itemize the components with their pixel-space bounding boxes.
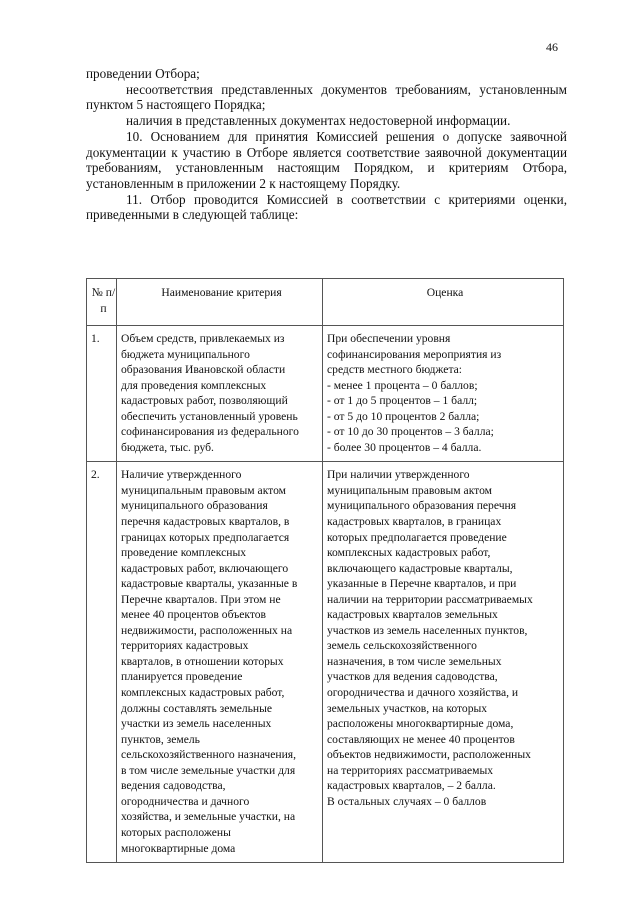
criterion-line: перечня кадастровых кварталов, в <box>121 515 290 529</box>
score-line: - менее 1 процента – 0 баллов; <box>327 378 478 392</box>
score-line: кадастровых кварталов земельных <box>327 608 498 622</box>
criterion-line: для проведения комплексных <box>121 378 267 392</box>
score-line: муниципальным правовым актом <box>327 483 492 497</box>
header-score: Оценка <box>323 279 564 326</box>
score-line: участков из земель населенных пунктов, <box>327 623 528 637</box>
score-cell <box>323 326 564 462</box>
score-line: земельных участков, на которых <box>327 701 488 715</box>
criterion-line: кадастровых работ, включающего <box>121 561 289 575</box>
criterion-line: Объем средств, привлекаемых из <box>121 332 285 345</box>
criterion-line: кадастровые кварталы, указанные в <box>121 577 298 591</box>
criterion-line: образования Ивановской области <box>121 363 286 377</box>
paragraph: 11. Отбор проводится Комиссией в соответствии с критериями оценки, приведенными в следующей таблице: <box>86 191 567 223</box>
page-number: 46 <box>546 40 558 54</box>
score-line: указанные в Перечне кварталов, и при <box>327 577 517 591</box>
score-line: При наличии утвержденного <box>327 468 470 482</box>
criterion-line: ведения садоводства, <box>121 779 226 793</box>
score-line: В остальных случаях – 0 баллов <box>327 794 487 808</box>
criterion-line: бюджета муниципального <box>121 347 250 361</box>
criteria-table <box>86 278 564 863</box>
score-line: софинансирования мероприятия из <box>327 347 502 361</box>
score-line: средств местного бюджета: <box>327 363 463 377</box>
paragraph: наличия в представленных документах недостоверной информации. <box>126 113 511 129</box>
criterion-line: которых расположены <box>121 825 231 839</box>
score-line: огородничества и дачного хозяйства, и <box>327 686 519 700</box>
criterion-line: огородничества и дачного <box>121 794 250 808</box>
criterion-line: кварталов, в отношении которых <box>121 654 284 668</box>
header-num: № п/п <box>87 279 117 326</box>
criterion-line: муниципальным правовым актом <box>121 483 286 497</box>
criterion-line: планируется проведение <box>121 670 243 684</box>
score-line: наличии на территории рассматриваемых <box>327 592 533 606</box>
criterion-line: софинансирования из федерального <box>121 425 299 439</box>
criterion-cell <box>117 326 323 462</box>
criterion-line: кадастровых работ, позволяющий <box>121 394 288 408</box>
criterion-line: сельскохозяйственного назначения, <box>121 748 297 762</box>
table-row <box>87 462 564 863</box>
score-line: - более 30 процентов – 4 балла. <box>327 440 482 454</box>
score-line: которых предполагается проведение <box>327 530 507 544</box>
criterion-line: обеспечить установленный уровень <box>121 409 298 423</box>
criterion-line: должны составлять земельные <box>121 701 273 715</box>
table-header-row <box>87 279 564 326</box>
criterion-line: хозяйства, и земельные участки, на <box>121 810 296 824</box>
criterion-cell <box>117 462 323 863</box>
score-line: участков для ведения садоводства, <box>327 670 498 684</box>
score-line: назначения, в том числе земельных <box>327 654 502 668</box>
criterion-line: менее 40 процентов объектов <box>121 608 267 622</box>
criterion-line: в том числе земельные участки для <box>121 763 296 777</box>
table-row <box>87 326 564 462</box>
score-line: объектов недвижимости, расположенных <box>327 748 531 762</box>
body-text <box>86 66 567 223</box>
score-line: При обеспечении уровня <box>327 332 451 345</box>
row-number: 2. <box>87 462 117 863</box>
score-line: - от 10 до 30 процентов – 3 балла; <box>327 425 494 439</box>
paragraph: несоответствия представленных документов требованиям, установленным пунктом 5 настоящего Порядка; <box>86 81 567 113</box>
score-line: комплексных кадастровых работ, <box>327 546 491 560</box>
score-line: кадастровых кварталов, в границах <box>327 515 502 529</box>
row-number: 1. <box>87 326 117 462</box>
criterion-line: недвижимости, расположенных на <box>121 623 293 637</box>
criterion-line: Наличие утвержденного <box>121 468 242 482</box>
criterion-line: территориях кадастровых <box>121 639 249 653</box>
criterion-line: комплексных кадастровых работ, <box>121 686 285 700</box>
score-line: - от 1 до 5 процентов – 1 балл; <box>327 394 478 408</box>
criterion-line: проведение комплексных <box>121 546 247 560</box>
score-line: - от 5 до 10 процентов 2 балла; <box>327 409 480 423</box>
criterion-line: участки из земель населенных <box>121 717 272 731</box>
criterion-line: Перечне кварталов. При этом не <box>121 592 281 606</box>
score-line: на территориях рассматриваемых <box>327 763 494 777</box>
criterion-line: многоквартирные дома <box>121 841 236 855</box>
score-line: муниципального образования перечня <box>327 499 517 513</box>
paragraph: проведении Отбора; <box>86 66 200 81</box>
score-cell <box>323 462 564 863</box>
score-line: составляющих не менее 40 процентов <box>327 732 515 746</box>
score-line: включающего кадастровые кварталы, <box>327 561 513 575</box>
criterion-line: границах которых предполагается <box>121 530 290 544</box>
criterion-line: пунктов, земель <box>121 732 200 746</box>
score-line: кадастровых кварталов, – 2 балла. <box>327 779 496 793</box>
header-criterion: Наименование критерия <box>117 279 323 326</box>
criterion-line: бюджета, тыс. руб. <box>121 440 214 454</box>
paragraph: 10. Основанием для принятия Комиссией решения о допуске заявочной документации к участию в Отборе является соответствие заявочной документации требованиям, установленным настоящим Порядком, и критериям Отбора, установленным в приложении 2 к настоящему Порядку. <box>86 128 567 191</box>
score-line: земель сельскохозяйственного <box>327 639 477 653</box>
criterion-line: муниципального образования <box>121 499 268 513</box>
score-line: расположены многоквартирные дома, <box>327 717 514 731</box>
